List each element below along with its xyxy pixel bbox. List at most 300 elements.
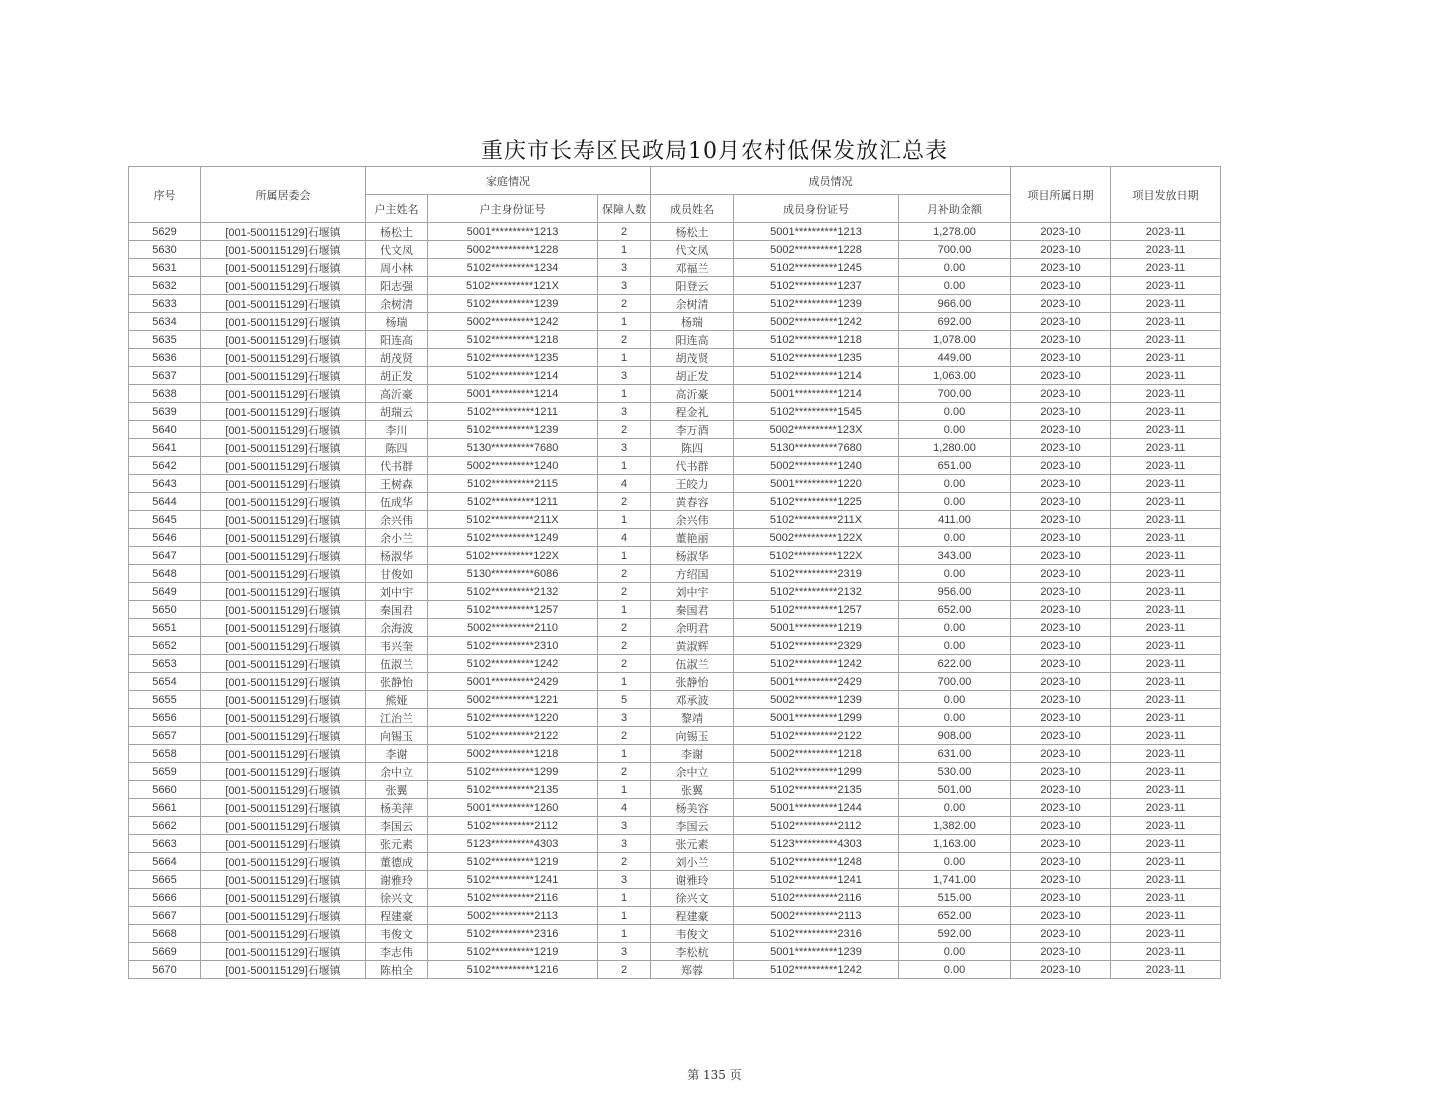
cell-protected-count: 4	[598, 475, 651, 493]
cell-head-name: 杨美萍	[366, 799, 428, 817]
cell-serial: 5667	[129, 907, 201, 925]
cell-serial: 5635	[129, 331, 201, 349]
cell-protected-count: 3	[598, 403, 651, 421]
cell-project-month: 2023-10	[1011, 745, 1111, 763]
cell-committee: [001-500115129]石堰镇	[201, 889, 366, 907]
cell-member-name: 秦国君	[651, 601, 734, 619]
cell-serial: 5649	[129, 583, 201, 601]
cell-head-name: 余树清	[366, 295, 428, 313]
cell-member-name: 代文凤	[651, 241, 734, 259]
cell-committee: [001-500115129]石堰镇	[201, 799, 366, 817]
cell-member-name: 程金礼	[651, 403, 734, 421]
cell-head-id: 5102**********1211	[428, 403, 598, 421]
cell-serial: 5656	[129, 709, 201, 727]
cell-member-name: 胡正发	[651, 367, 734, 385]
cell-issue-month: 2023-11	[1111, 295, 1221, 313]
cell-committee: [001-500115129]石堰镇	[201, 547, 366, 565]
cell-protected-count: 3	[598, 871, 651, 889]
cell-serial: 5646	[129, 529, 201, 547]
cell-project-month: 2023-10	[1011, 457, 1111, 475]
cell-project-month: 2023-10	[1011, 835, 1111, 853]
cell-serial: 5634	[129, 313, 201, 331]
table-row	[129, 673, 1221, 691]
cell-committee: [001-500115129]石堰镇	[201, 259, 366, 277]
table-row	[129, 835, 1221, 853]
cell-serial: 5645	[129, 511, 201, 529]
cell-monthly-subsidy: 592.00	[899, 925, 1011, 943]
table-row	[129, 907, 1221, 925]
cell-committee: [001-500115129]石堰镇	[201, 925, 366, 943]
cell-protected-count: 3	[598, 259, 651, 277]
cell-issue-month: 2023-11	[1111, 583, 1221, 601]
cell-monthly-subsidy: 0.00	[899, 421, 1011, 439]
cell-committee: [001-500115129]石堰镇	[201, 817, 366, 835]
cell-issue-month: 2023-11	[1111, 259, 1221, 277]
cell-member-name: 杨淑华	[651, 547, 734, 565]
cell-member-name: 李国云	[651, 817, 734, 835]
cell-project-month: 2023-10	[1011, 691, 1111, 709]
cell-member-name: 邓福兰	[651, 259, 734, 277]
cell-head-name: 张翼	[366, 781, 428, 799]
cell-monthly-subsidy: 449.00	[899, 349, 1011, 367]
cell-member-id: 5102**********1242	[734, 655, 899, 673]
cell-monthly-subsidy: 652.00	[899, 601, 1011, 619]
cell-member-id: 5102**********1245	[734, 259, 899, 277]
cell-head-name: 胡正发	[366, 367, 428, 385]
cell-issue-month: 2023-11	[1111, 367, 1221, 385]
cell-monthly-subsidy: 0.00	[899, 259, 1011, 277]
cell-protected-count: 1	[598, 313, 651, 331]
cell-head-name: 周小林	[366, 259, 428, 277]
cell-head-id: 5102**********1214	[428, 367, 598, 385]
cell-head-id: 5102**********122X	[428, 547, 598, 565]
subsidy-summary-table	[128, 166, 1221, 979]
cell-committee: [001-500115129]石堰镇	[201, 511, 366, 529]
page-title: 重庆市长寿区民政局10月农村低保发放汇总表	[481, 139, 948, 164]
cell-member-name: 阳连高	[651, 331, 734, 349]
cell-issue-month: 2023-11	[1111, 673, 1221, 691]
cell-head-name: 代文凤	[366, 241, 428, 259]
cell-monthly-subsidy: 0.00	[899, 529, 1011, 547]
cell-serial: 5666	[129, 889, 201, 907]
cell-protected-count: 1	[598, 781, 651, 799]
cell-protected-count: 2	[598, 493, 651, 511]
cell-committee: [001-500115129]石堰镇	[201, 403, 366, 421]
cell-member-id: 5102**********1241	[734, 871, 899, 889]
cell-issue-month: 2023-11	[1111, 421, 1221, 439]
table-row	[129, 403, 1221, 421]
cell-head-id: 5102**********1216	[428, 961, 598, 979]
cell-project-month: 2023-10	[1011, 637, 1111, 655]
cell-issue-month: 2023-11	[1111, 961, 1221, 979]
cell-serial: 5636	[129, 349, 201, 367]
cell-project-month: 2023-10	[1011, 763, 1111, 781]
cell-member-name: 余中立	[651, 763, 734, 781]
cell-issue-month: 2023-11	[1111, 781, 1221, 799]
cell-committee: [001-500115129]石堰镇	[201, 673, 366, 691]
cell-protected-count: 2	[598, 853, 651, 871]
cell-project-month: 2023-10	[1011, 403, 1111, 421]
cell-member-name: 胡茂贤	[651, 349, 734, 367]
cell-protected-count: 1	[598, 241, 651, 259]
cell-head-name: 熊娅	[366, 691, 428, 709]
cell-member-id: 5001**********1239	[734, 943, 899, 961]
cell-committee: [001-500115129]石堰镇	[201, 907, 366, 925]
cell-project-month: 2023-10	[1011, 583, 1111, 601]
cell-head-id: 5130**********6086	[428, 565, 598, 583]
cell-head-name: 杨松土	[366, 223, 428, 241]
cell-serial: 5638	[129, 385, 201, 403]
cell-monthly-subsidy: 1,382.00	[899, 817, 1011, 835]
cell-monthly-subsidy: 956.00	[899, 583, 1011, 601]
header-row-groups	[129, 167, 1221, 195]
cell-committee: [001-500115129]石堰镇	[201, 835, 366, 853]
cell-protected-count: 1	[598, 745, 651, 763]
cell-monthly-subsidy: 0.00	[899, 799, 1011, 817]
cell-serial: 5648	[129, 565, 201, 583]
cell-committee: [001-500115129]石堰镇	[201, 421, 366, 439]
cell-head-id: 5102**********1219	[428, 853, 598, 871]
cell-head-name: 谢雅玲	[366, 871, 428, 889]
cell-member-id: 5001**********1299	[734, 709, 899, 727]
cell-monthly-subsidy: 0.00	[899, 961, 1011, 979]
cell-issue-month: 2023-11	[1111, 835, 1221, 853]
cell-committee: [001-500115129]石堰镇	[201, 565, 366, 583]
cell-protected-count: 2	[598, 961, 651, 979]
cell-monthly-subsidy: 966.00	[899, 295, 1011, 313]
cell-monthly-subsidy: 1,078.00	[899, 331, 1011, 349]
cell-head-id: 5102**********2310	[428, 637, 598, 655]
cell-project-month: 2023-10	[1011, 565, 1111, 583]
cell-protected-count: 1	[598, 889, 651, 907]
cell-head-name: 阳志强	[366, 277, 428, 295]
cell-serial: 5643	[129, 475, 201, 493]
cell-protected-count: 4	[598, 529, 651, 547]
cell-head-id: 5102**********2116	[428, 889, 598, 907]
cell-committee: [001-500115129]石堰镇	[201, 745, 366, 763]
table-row	[129, 241, 1221, 259]
cell-project-month: 2023-10	[1011, 223, 1111, 241]
cell-head-name: 代书群	[366, 457, 428, 475]
cell-serial: 5639	[129, 403, 201, 421]
cell-issue-month: 2023-11	[1111, 871, 1221, 889]
cell-head-id: 5102**********1218	[428, 331, 598, 349]
table-row	[129, 925, 1221, 943]
cell-member-name: 李谢	[651, 745, 734, 763]
cell-protected-count: 3	[598, 439, 651, 457]
cell-project-month: 2023-10	[1011, 961, 1111, 979]
cell-monthly-subsidy: 652.00	[899, 907, 1011, 925]
cell-project-month: 2023-10	[1011, 871, 1111, 889]
cell-serial: 5660	[129, 781, 201, 799]
table-row	[129, 583, 1221, 601]
cell-member-name: 郑蓉	[651, 961, 734, 979]
cell-head-id: 5102**********121X	[428, 277, 598, 295]
cell-issue-month: 2023-11	[1111, 889, 1221, 907]
cell-project-month: 2023-10	[1011, 475, 1111, 493]
cell-serial: 5631	[129, 259, 201, 277]
table-row	[129, 367, 1221, 385]
cell-member-id: 5002**********123X	[734, 421, 899, 439]
cell-head-name: 余海波	[366, 619, 428, 637]
column-header-issue-month: 项目发放日期	[1111, 167, 1221, 223]
table-row	[129, 547, 1221, 565]
cell-monthly-subsidy: 0.00	[899, 943, 1011, 961]
cell-issue-month: 2023-11	[1111, 547, 1221, 565]
cell-monthly-subsidy: 0.00	[899, 637, 1011, 655]
table-row	[129, 439, 1221, 457]
table-row	[129, 691, 1221, 709]
cell-member-id: 5002**********122X	[734, 529, 899, 547]
cell-serial: 5662	[129, 817, 201, 835]
cell-committee: [001-500115129]石堰镇	[201, 223, 366, 241]
cell-monthly-subsidy: 631.00	[899, 745, 1011, 763]
cell-committee: [001-500115129]石堰镇	[201, 619, 366, 637]
cell-serial: 5637	[129, 367, 201, 385]
cell-monthly-subsidy: 908.00	[899, 727, 1011, 745]
table-row	[129, 511, 1221, 529]
cell-member-id: 5102**********1248	[734, 853, 899, 871]
cell-issue-month: 2023-11	[1111, 943, 1221, 961]
cell-issue-month: 2023-11	[1111, 907, 1221, 925]
cell-member-name: 张元素	[651, 835, 734, 853]
cell-project-month: 2023-10	[1011, 529, 1111, 547]
cell-project-month: 2023-10	[1011, 439, 1111, 457]
cell-head-name: 秦国君	[366, 601, 428, 619]
cell-issue-month: 2023-11	[1111, 853, 1221, 871]
cell-protected-count: 2	[598, 727, 651, 745]
cell-protected-count: 5	[598, 691, 651, 709]
cell-head-name: 张元素	[366, 835, 428, 853]
cell-protected-count: 3	[598, 817, 651, 835]
table-row	[129, 655, 1221, 673]
cell-head-name: 陈四	[366, 439, 428, 457]
cell-member-id: 5002**********1239	[734, 691, 899, 709]
cell-project-month: 2023-10	[1011, 259, 1111, 277]
cell-protected-count: 2	[598, 295, 651, 313]
table-row	[129, 763, 1221, 781]
cell-member-name: 刘中宇	[651, 583, 734, 601]
cell-protected-count: 2	[598, 583, 651, 601]
cell-head-name: 李国云	[366, 817, 428, 835]
cell-monthly-subsidy: 622.00	[899, 655, 1011, 673]
cell-monthly-subsidy: 0.00	[899, 619, 1011, 637]
cell-serial: 5664	[129, 853, 201, 871]
table-row	[129, 529, 1221, 547]
column-header-member-id: 成员身份证号	[734, 195, 899, 223]
column-header-protected-count: 保障人数	[598, 195, 651, 223]
cell-project-month: 2023-10	[1011, 853, 1111, 871]
cell-issue-month: 2023-11	[1111, 763, 1221, 781]
cell-head-name: 李志伟	[366, 943, 428, 961]
cell-head-name: 杨瑞	[366, 313, 428, 331]
cell-monthly-subsidy: 0.00	[899, 565, 1011, 583]
cell-member-name: 董艳丽	[651, 529, 734, 547]
cell-member-name: 余明君	[651, 619, 734, 637]
cell-issue-month: 2023-11	[1111, 619, 1221, 637]
table-row	[129, 421, 1221, 439]
cell-monthly-subsidy: 700.00	[899, 241, 1011, 259]
cell-committee: [001-500115129]石堰镇	[201, 943, 366, 961]
table-row	[129, 889, 1221, 907]
table-row	[129, 799, 1221, 817]
cell-head-id: 5002**********1218	[428, 745, 598, 763]
cell-serial: 5632	[129, 277, 201, 295]
column-header-head-id: 户主身份证号	[428, 195, 598, 223]
cell-head-id: 5102**********2316	[428, 925, 598, 943]
cell-committee: [001-500115129]石堰镇	[201, 961, 366, 979]
cell-head-id: 5102**********2132	[428, 583, 598, 601]
cell-head-id: 5001**********2429	[428, 673, 598, 691]
cell-serial: 5642	[129, 457, 201, 475]
cell-protected-count: 2	[598, 565, 651, 583]
cell-member-id: 5102**********1235	[734, 349, 899, 367]
cell-head-id: 5102**********1241	[428, 871, 598, 889]
cell-protected-count: 2	[598, 331, 651, 349]
column-header-serial: 序号	[129, 167, 201, 223]
cell-monthly-subsidy: 501.00	[899, 781, 1011, 799]
cell-project-month: 2023-10	[1011, 727, 1111, 745]
cell-head-id: 5102**********1219	[428, 943, 598, 961]
cell-committee: [001-500115129]石堰镇	[201, 691, 366, 709]
cell-head-id: 5002**********2110	[428, 619, 598, 637]
table-row	[129, 745, 1221, 763]
cell-member-id: 5102**********1242	[734, 961, 899, 979]
cell-head-id: 5002**********1240	[428, 457, 598, 475]
cell-head-id: 5123**********4303	[428, 835, 598, 853]
column-header-head-name: 户主姓名	[366, 195, 428, 223]
cell-protected-count: 1	[598, 601, 651, 619]
cell-member-id: 5102**********2329	[734, 637, 899, 655]
cell-head-name: 刘中宇	[366, 583, 428, 601]
cell-member-id: 5102**********2132	[734, 583, 899, 601]
cell-issue-month: 2023-11	[1111, 331, 1221, 349]
column-header-member-name: 成员姓名	[651, 195, 734, 223]
cell-serial: 5657	[129, 727, 201, 745]
cell-head-id: 5002**********1221	[428, 691, 598, 709]
table-row	[129, 277, 1221, 295]
cell-member-name: 邓承波	[651, 691, 734, 709]
cell-project-month: 2023-10	[1011, 295, 1111, 313]
cell-issue-month: 2023-11	[1111, 349, 1221, 367]
cell-committee: [001-500115129]石堰镇	[201, 295, 366, 313]
cell-member-id: 5102**********1239	[734, 295, 899, 313]
cell-serial: 5652	[129, 637, 201, 655]
cell-serial: 5629	[129, 223, 201, 241]
table-row	[129, 961, 1221, 979]
cell-project-month: 2023-10	[1011, 241, 1111, 259]
cell-monthly-subsidy: 0.00	[899, 475, 1011, 493]
cell-head-name: 杨淑华	[366, 547, 428, 565]
cell-serial: 5630	[129, 241, 201, 259]
cell-member-id: 5102**********2316	[734, 925, 899, 943]
cell-head-name: 董德成	[366, 853, 428, 871]
cell-serial: 5665	[129, 871, 201, 889]
cell-member-name: 方绍国	[651, 565, 734, 583]
column-header-committee: 所属居委会	[201, 167, 366, 223]
cell-protected-count: 2	[598, 223, 651, 241]
cell-member-id: 5002**********1240	[734, 457, 899, 475]
cell-monthly-subsidy: 343.00	[899, 547, 1011, 565]
cell-protected-count: 1	[598, 385, 651, 403]
table-header	[129, 167, 1221, 223]
cell-committee: [001-500115129]石堰镇	[201, 493, 366, 511]
cell-head-name: 阳连高	[366, 331, 428, 349]
cell-committee: [001-500115129]石堰镇	[201, 331, 366, 349]
cell-head-id: 5102**********2135	[428, 781, 598, 799]
cell-protected-count: 3	[598, 709, 651, 727]
cell-head-name: 江治兰	[366, 709, 428, 727]
cell-member-id: 5102**********2319	[734, 565, 899, 583]
cell-member-name: 张静怡	[651, 673, 734, 691]
cell-project-month: 2023-10	[1011, 799, 1111, 817]
cell-issue-month: 2023-11	[1111, 403, 1221, 421]
table-row	[129, 313, 1221, 331]
cell-issue-month: 2023-11	[1111, 709, 1221, 727]
cell-protected-count: 3	[598, 943, 651, 961]
column-group-family: 家庭情况	[366, 167, 651, 195]
cell-member-id: 5102**********2112	[734, 817, 899, 835]
cell-committee: [001-500115129]石堰镇	[201, 655, 366, 673]
table-row	[129, 295, 1221, 313]
cell-head-id: 5130**********7680	[428, 439, 598, 457]
cell-member-name: 韦俊文	[651, 925, 734, 943]
cell-monthly-subsidy: 0.00	[899, 691, 1011, 709]
cell-protected-count: 2	[598, 637, 651, 655]
cell-member-id: 5102**********1225	[734, 493, 899, 511]
cell-member-name: 李松杭	[651, 943, 734, 961]
cell-head-name: 王树森	[366, 475, 428, 493]
cell-serial: 5647	[129, 547, 201, 565]
cell-protected-count: 1	[598, 457, 651, 475]
cell-head-id: 5102**********2122	[428, 727, 598, 745]
cell-head-name: 甘俊如	[366, 565, 428, 583]
cell-monthly-subsidy: 530.00	[899, 763, 1011, 781]
cell-issue-month: 2023-11	[1111, 601, 1221, 619]
cell-project-month: 2023-10	[1011, 331, 1111, 349]
cell-serial: 5640	[129, 421, 201, 439]
cell-head-id: 5002**********2113	[428, 907, 598, 925]
cell-monthly-subsidy: 692.00	[899, 313, 1011, 331]
cell-monthly-subsidy: 0.00	[899, 709, 1011, 727]
cell-serial: 5658	[129, 745, 201, 763]
cell-committee: [001-500115129]石堰镇	[201, 583, 366, 601]
cell-member-name: 徐兴文	[651, 889, 734, 907]
cell-committee: [001-500115129]石堰镇	[201, 349, 366, 367]
cell-issue-month: 2023-11	[1111, 475, 1221, 493]
table-row	[129, 331, 1221, 349]
table-row	[129, 223, 1221, 241]
cell-member-name: 阳登云	[651, 277, 734, 295]
table-row	[129, 871, 1221, 889]
cell-committee: [001-500115129]石堰镇	[201, 475, 366, 493]
cell-head-id: 5102**********1242	[428, 655, 598, 673]
cell-member-name: 王皎力	[651, 475, 734, 493]
table-row	[129, 943, 1221, 961]
cell-member-name: 刘小兰	[651, 853, 734, 871]
cell-serial: 5655	[129, 691, 201, 709]
table-row	[129, 619, 1221, 637]
cell-issue-month: 2023-11	[1111, 277, 1221, 295]
cell-member-name: 黎靖	[651, 709, 734, 727]
cell-member-id: 5001**********1219	[734, 619, 899, 637]
cell-head-name: 程建豪	[366, 907, 428, 925]
cell-member-id: 5102**********1299	[734, 763, 899, 781]
cell-member-name: 程建豪	[651, 907, 734, 925]
cell-member-id: 5102**********2135	[734, 781, 899, 799]
cell-head-name: 李谢	[366, 745, 428, 763]
cell-project-month: 2023-10	[1011, 673, 1111, 691]
